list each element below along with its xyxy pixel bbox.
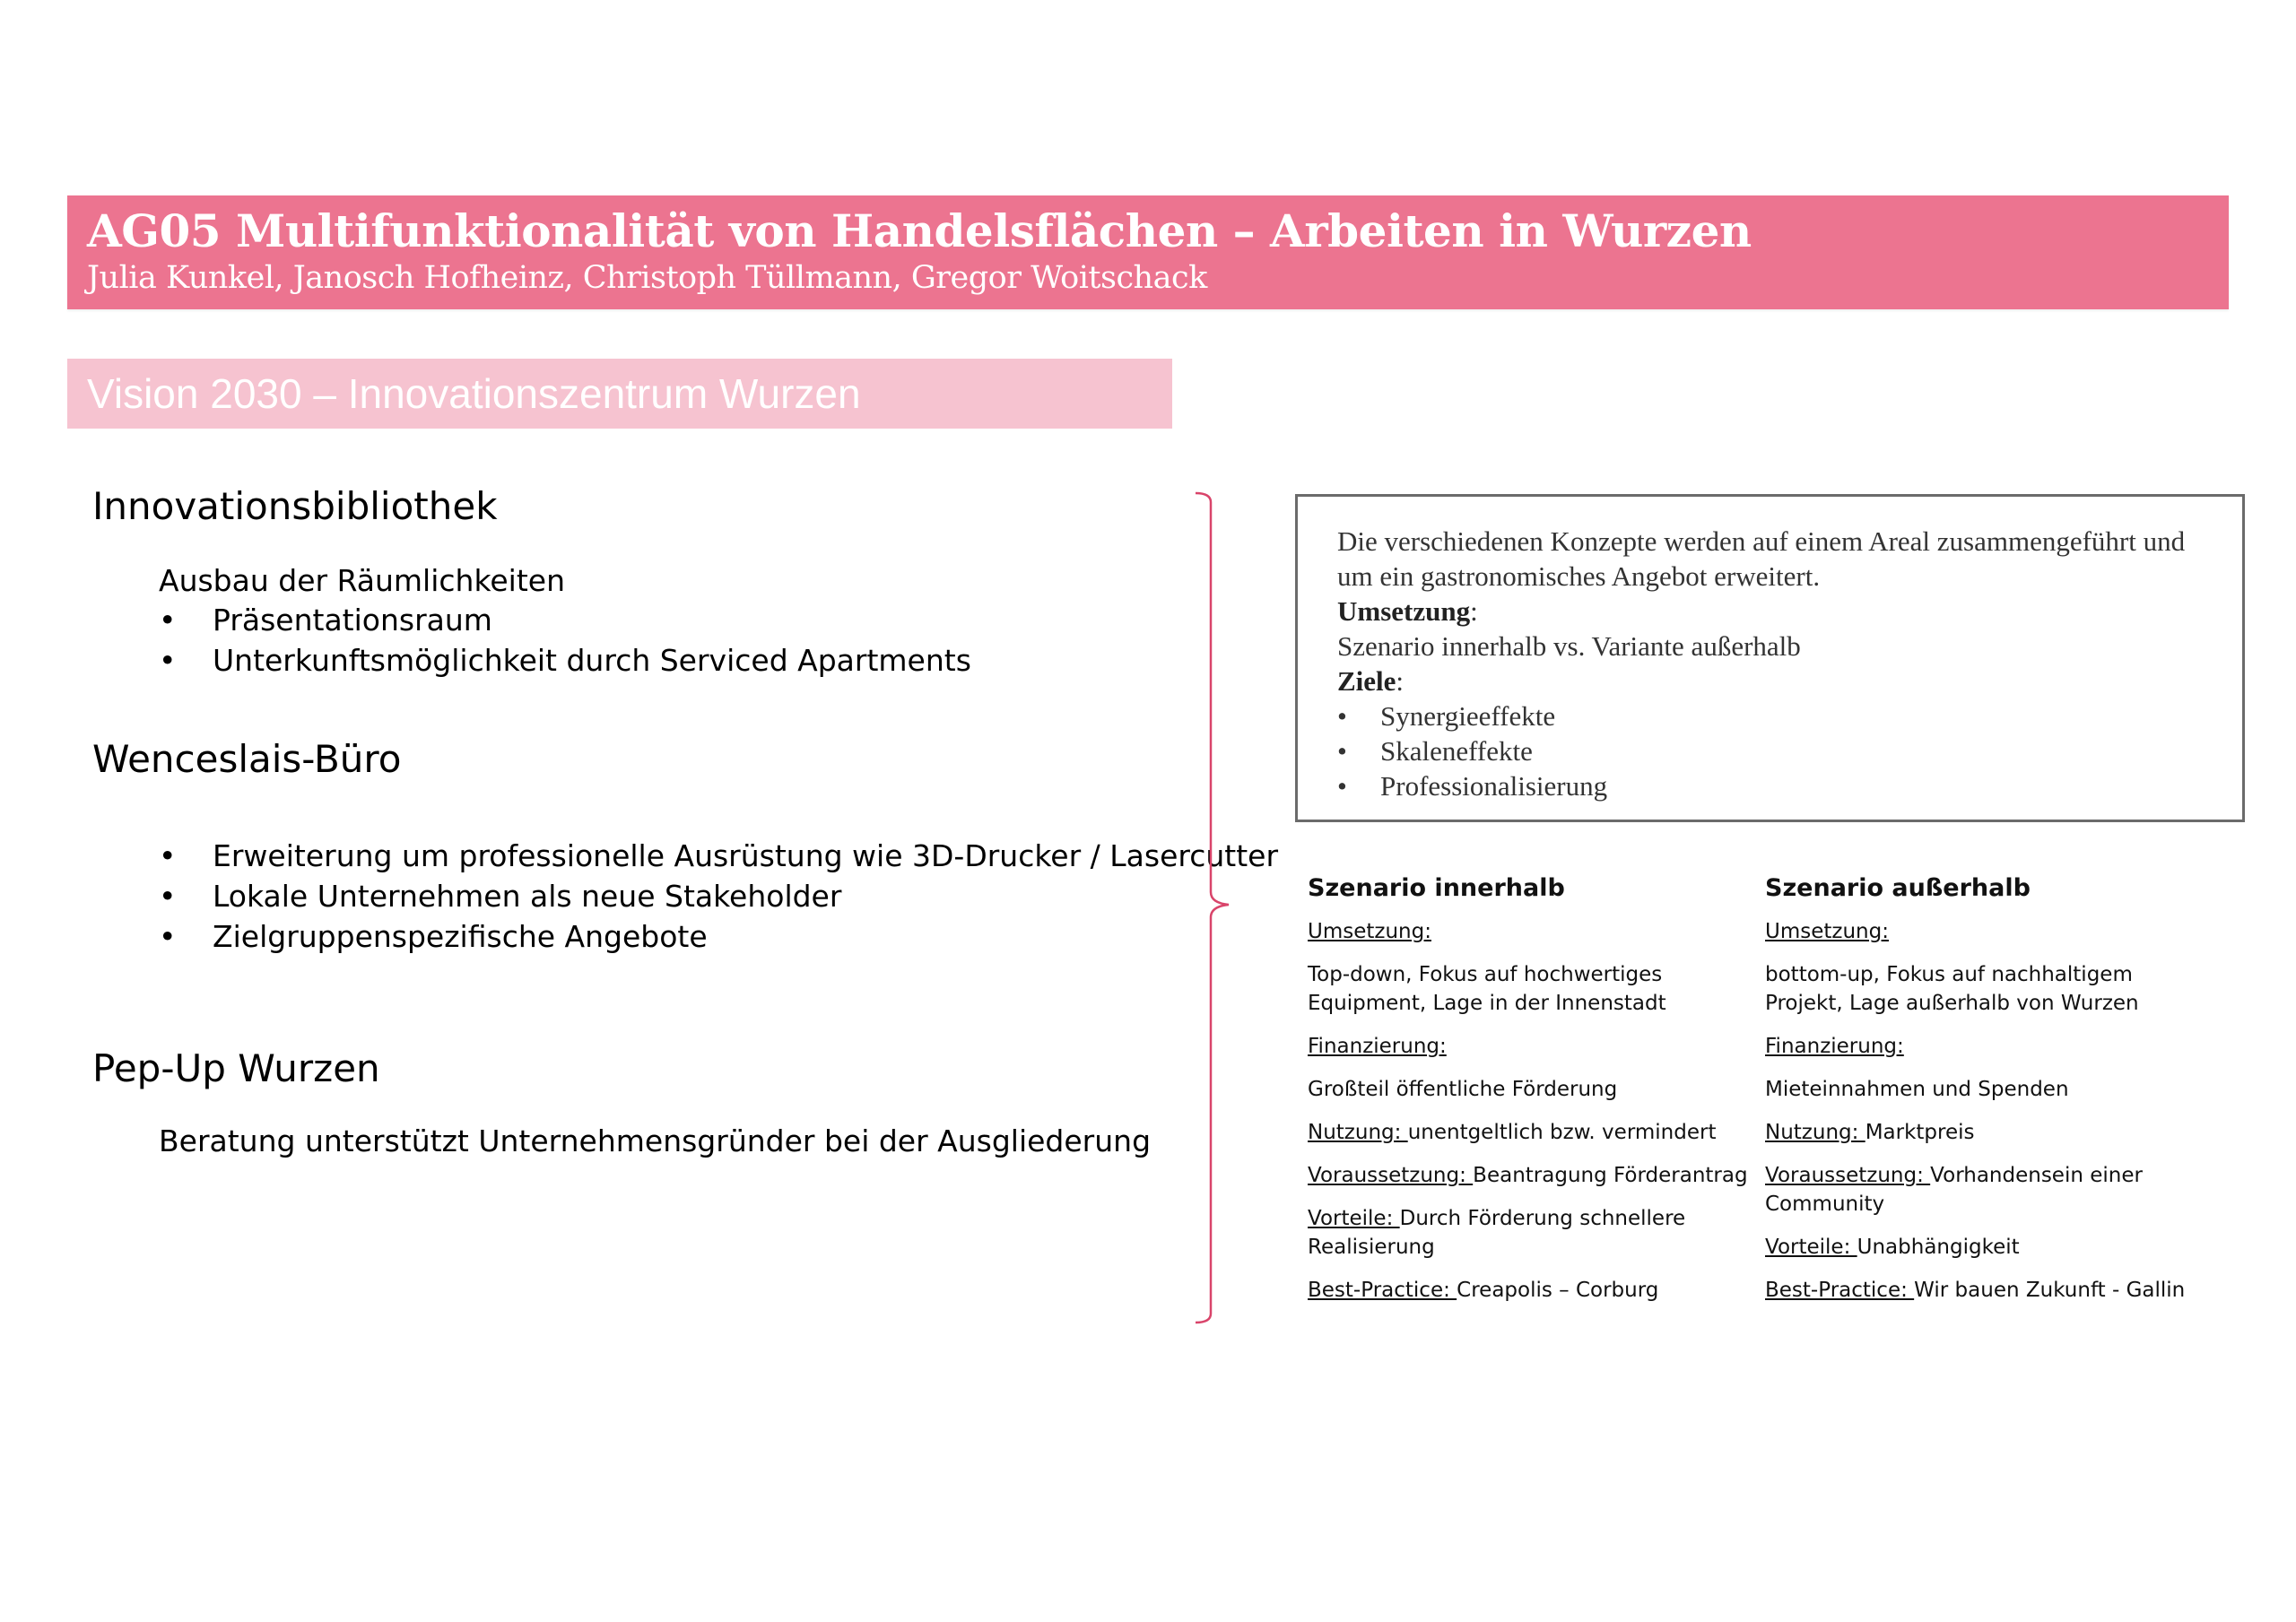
bullet-icon: • xyxy=(1337,770,1347,802)
section-subtitle: Ausbau der Räumlichkeiten xyxy=(159,563,566,598)
scenario-title: Szenario außerhalb xyxy=(1765,874,2031,902)
authors: Julia Kunkel, Janosch Hofheinz, Christoph Tüllmann, Gregor Woitschack xyxy=(87,260,1207,296)
bullet-icon: • xyxy=(1337,700,1347,732)
list-item: • Unterkunftsmöglichkeit durch Serviced Apartments xyxy=(159,643,971,678)
summary-box xyxy=(1295,494,2245,822)
vision-banner xyxy=(67,359,1172,429)
bullet-icon: • xyxy=(159,919,177,954)
title-banner xyxy=(67,195,2229,309)
finanzierung-label: Finanzierung: xyxy=(1308,1035,1447,1058)
umsetzung-label: Umsetzung: xyxy=(1765,920,1889,943)
nutzung: Nutzung: Marktpreis xyxy=(1765,1121,1975,1144)
umsetzung-text: bottom-up, Fokus auf nachhaltigem Projekt, Lage außerhalb von Wurzen xyxy=(1765,963,2139,1015)
best-practice: Best-Practice: Wir bauen Zukunft - Gallin xyxy=(1765,1279,2186,1302)
section-subtitle: Beratung unterstützt Unternehmensgründer bei der Ausgliederung xyxy=(159,1123,1152,1158)
list-item: • Zielgruppenspezifische Angebote xyxy=(159,919,708,954)
list-item: • Professionalisierung xyxy=(1337,770,1608,802)
list-item: • Präsentationsraum xyxy=(159,603,492,638)
list-item: • Synergieeffekte xyxy=(1337,700,1556,732)
section-title-innovationsbibliothek: Innovationsbibliothek xyxy=(92,484,498,528)
section-title-pep-up: Pep-Up Wurzen xyxy=(92,1046,380,1090)
list-item: • Skaleneffekte xyxy=(1337,735,1533,767)
bullet-icon: • xyxy=(159,603,177,638)
bullet-icon: • xyxy=(1337,735,1347,767)
bullet-icon: • xyxy=(159,643,177,678)
list-item: • Lokale Unternehmen als neue Stakeholder xyxy=(159,879,842,914)
summary-umsetzung-text: Szenario innerhalb vs. Variante außerhalb xyxy=(1337,630,1801,662)
umsetzung-label: Umsetzung: xyxy=(1308,920,1431,943)
summary-intro: Die verschiedenen Konzepte werden auf einem Areal zusammengeführt und um ein gastronomisches Angebot erweitert. xyxy=(1337,525,2186,592)
list-item: • Erweiterung um professionelle Ausrüstung wie 3D-Drucker / Lasercutter xyxy=(159,838,1279,873)
summary-ziele-label: Ziele: xyxy=(1337,665,1405,697)
scenario-ausserhalb xyxy=(1765,874,2213,1319)
voraussetzung: Voraussetzung: Beantragung Förderantrag xyxy=(1308,1164,1748,1187)
vision-title: Vision 2030 – Innovationszentrum Wurzen xyxy=(87,370,861,417)
bullet-icon: • xyxy=(159,838,177,873)
poster-title: AG05 Multifunktionalität von Handelsflächen – Arbeiten in Wurzen xyxy=(87,204,1752,257)
curly-brace-icon xyxy=(1193,489,1238,1327)
nutzung: Nutzung: unentgeltlich bzw. vermindert xyxy=(1308,1121,1717,1144)
vorteile: Vorteile: Unabhängigkeit xyxy=(1765,1236,2020,1259)
section-title-wenceslais: Wenceslais-Büro xyxy=(92,737,402,781)
finanzierung-text: Mieteinnahmen und Spenden xyxy=(1765,1078,2069,1101)
scenario-title: Szenario innerhalb xyxy=(1308,874,1565,902)
umsetzung-text: Top-down, Fokus auf hochwertiges Equipment, Lage in der Innenstadt xyxy=(1308,963,1666,1015)
summary-umsetzung-label: Umsetzung: xyxy=(1337,595,1478,627)
vorteile: Vorteile: Durch Förderung schnellere Realisierung xyxy=(1308,1207,1686,1259)
voraussetzung: Voraussetzung: Vorhandensein einer Community xyxy=(1765,1164,2143,1216)
finanzierung-text: Großteil öffentliche Förderung xyxy=(1308,1078,1618,1101)
scenario-innerhalb xyxy=(1308,874,1756,1319)
bullet-icon: • xyxy=(159,879,177,914)
finanzierung-label: Finanzierung: xyxy=(1765,1035,1904,1058)
best-practice: Best-Practice: Creapolis – Corburg xyxy=(1308,1279,1659,1302)
